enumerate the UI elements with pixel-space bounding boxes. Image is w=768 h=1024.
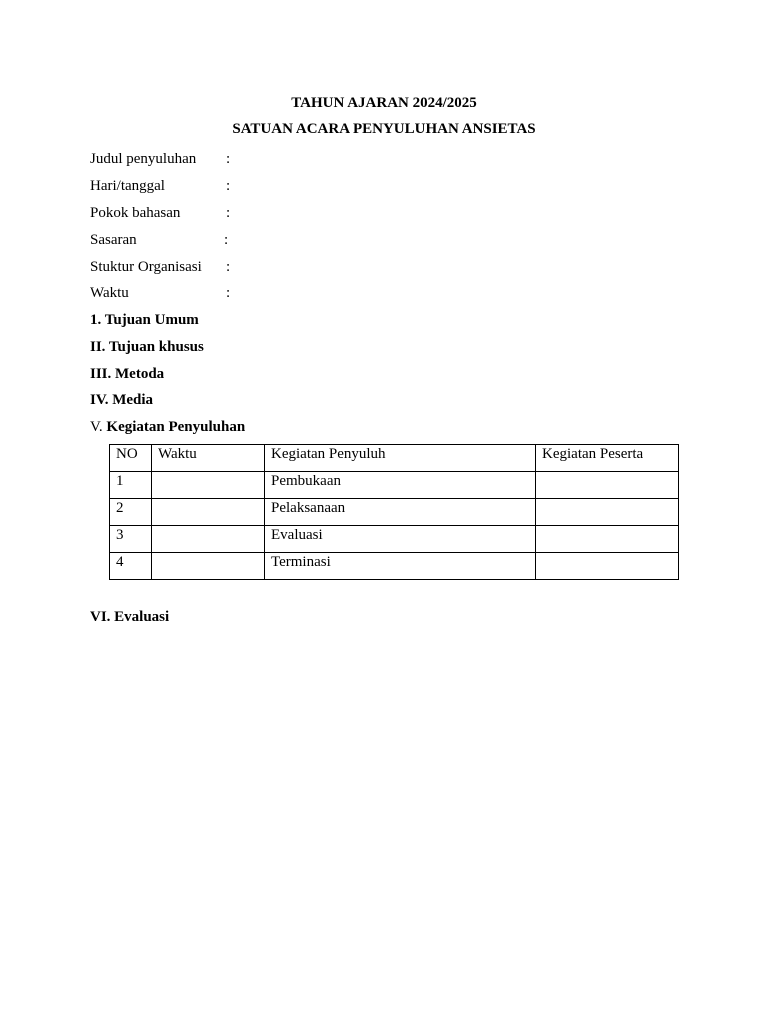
cell-waktu (152, 553, 265, 580)
field-hari-tanggal (90, 177, 230, 195)
field-pokok-bahasan (90, 204, 230, 222)
kegiatan-table (109, 444, 679, 580)
field-colon: : (226, 151, 231, 167)
cell-no: 3 (110, 526, 152, 553)
field-colon: : (226, 259, 231, 275)
section-tujuan-khusus: II. Tujuan khusus (90, 339, 204, 355)
table-header-row (110, 445, 679, 472)
document-year-title: TAHUN AJARAN 2024/2025 (291, 95, 477, 111)
table-row (110, 499, 679, 526)
field-label: Judul penyuluhan (90, 151, 197, 167)
section-evaluasi: VI. Evaluasi (90, 609, 170, 625)
cell-kegiatan-penyuluh: Pelaksanaan (265, 499, 536, 526)
section-tujuan-umum: 1. Tujuan Umum (90, 312, 199, 328)
section-number: V. (90, 419, 103, 435)
field-label: Waktu (90, 285, 129, 301)
cell-kegiatan-penyuluh: Evaluasi (265, 526, 536, 553)
cell-kegiatan-peserta (536, 526, 679, 553)
cell-kegiatan-peserta (536, 472, 679, 499)
table-row (110, 553, 679, 580)
cell-no: 4 (110, 553, 152, 580)
header-cell-kegiatan-peserta: Kegiatan Peserta (536, 445, 679, 472)
cell-kegiatan-peserta (536, 553, 679, 580)
section-media: IV. Media (90, 392, 154, 408)
section-title: Kegiatan Penyuluhan (106, 419, 246, 435)
field-judul-penyuluhan (90, 150, 230, 168)
cell-no: 1 (110, 472, 152, 499)
field-waktu (90, 284, 230, 302)
field-colon: : (226, 285, 231, 301)
table-row (110, 526, 679, 553)
cell-kegiatan-penyuluh: Pembukaan (265, 472, 536, 499)
table-row (110, 472, 679, 499)
field-colon: : (226, 178, 231, 194)
field-colon: : (224, 232, 229, 248)
field-label: Hari/tanggal (90, 178, 165, 194)
field-label: Pokok bahasan (90, 205, 181, 221)
field-label: Sasaran (90, 232, 137, 248)
cell-kegiatan-penyuluh: Terminasi (265, 553, 536, 580)
document-main-title: SATUAN ACARA PENYULUHAN ANSIETAS (232, 121, 536, 137)
section-kegiatan-penyuluhan (90, 418, 245, 436)
section-metoda: III. Metoda (90, 366, 165, 382)
cell-waktu (152, 472, 265, 499)
field-label: Stuktur Organisasi (90, 259, 202, 275)
cell-waktu (152, 526, 265, 553)
header-cell-waktu: Waktu (152, 445, 265, 472)
cell-waktu (152, 499, 265, 526)
field-sasaran (90, 231, 228, 249)
header-cell-no: NO (110, 445, 152, 472)
cell-kegiatan-peserta (536, 499, 679, 526)
field-struktur-organisasi (90, 258, 230, 276)
header-cell-kegiatan-penyuluh: Kegiatan Penyuluh (265, 445, 536, 472)
field-colon: : (226, 205, 231, 221)
cell-no: 2 (110, 499, 152, 526)
